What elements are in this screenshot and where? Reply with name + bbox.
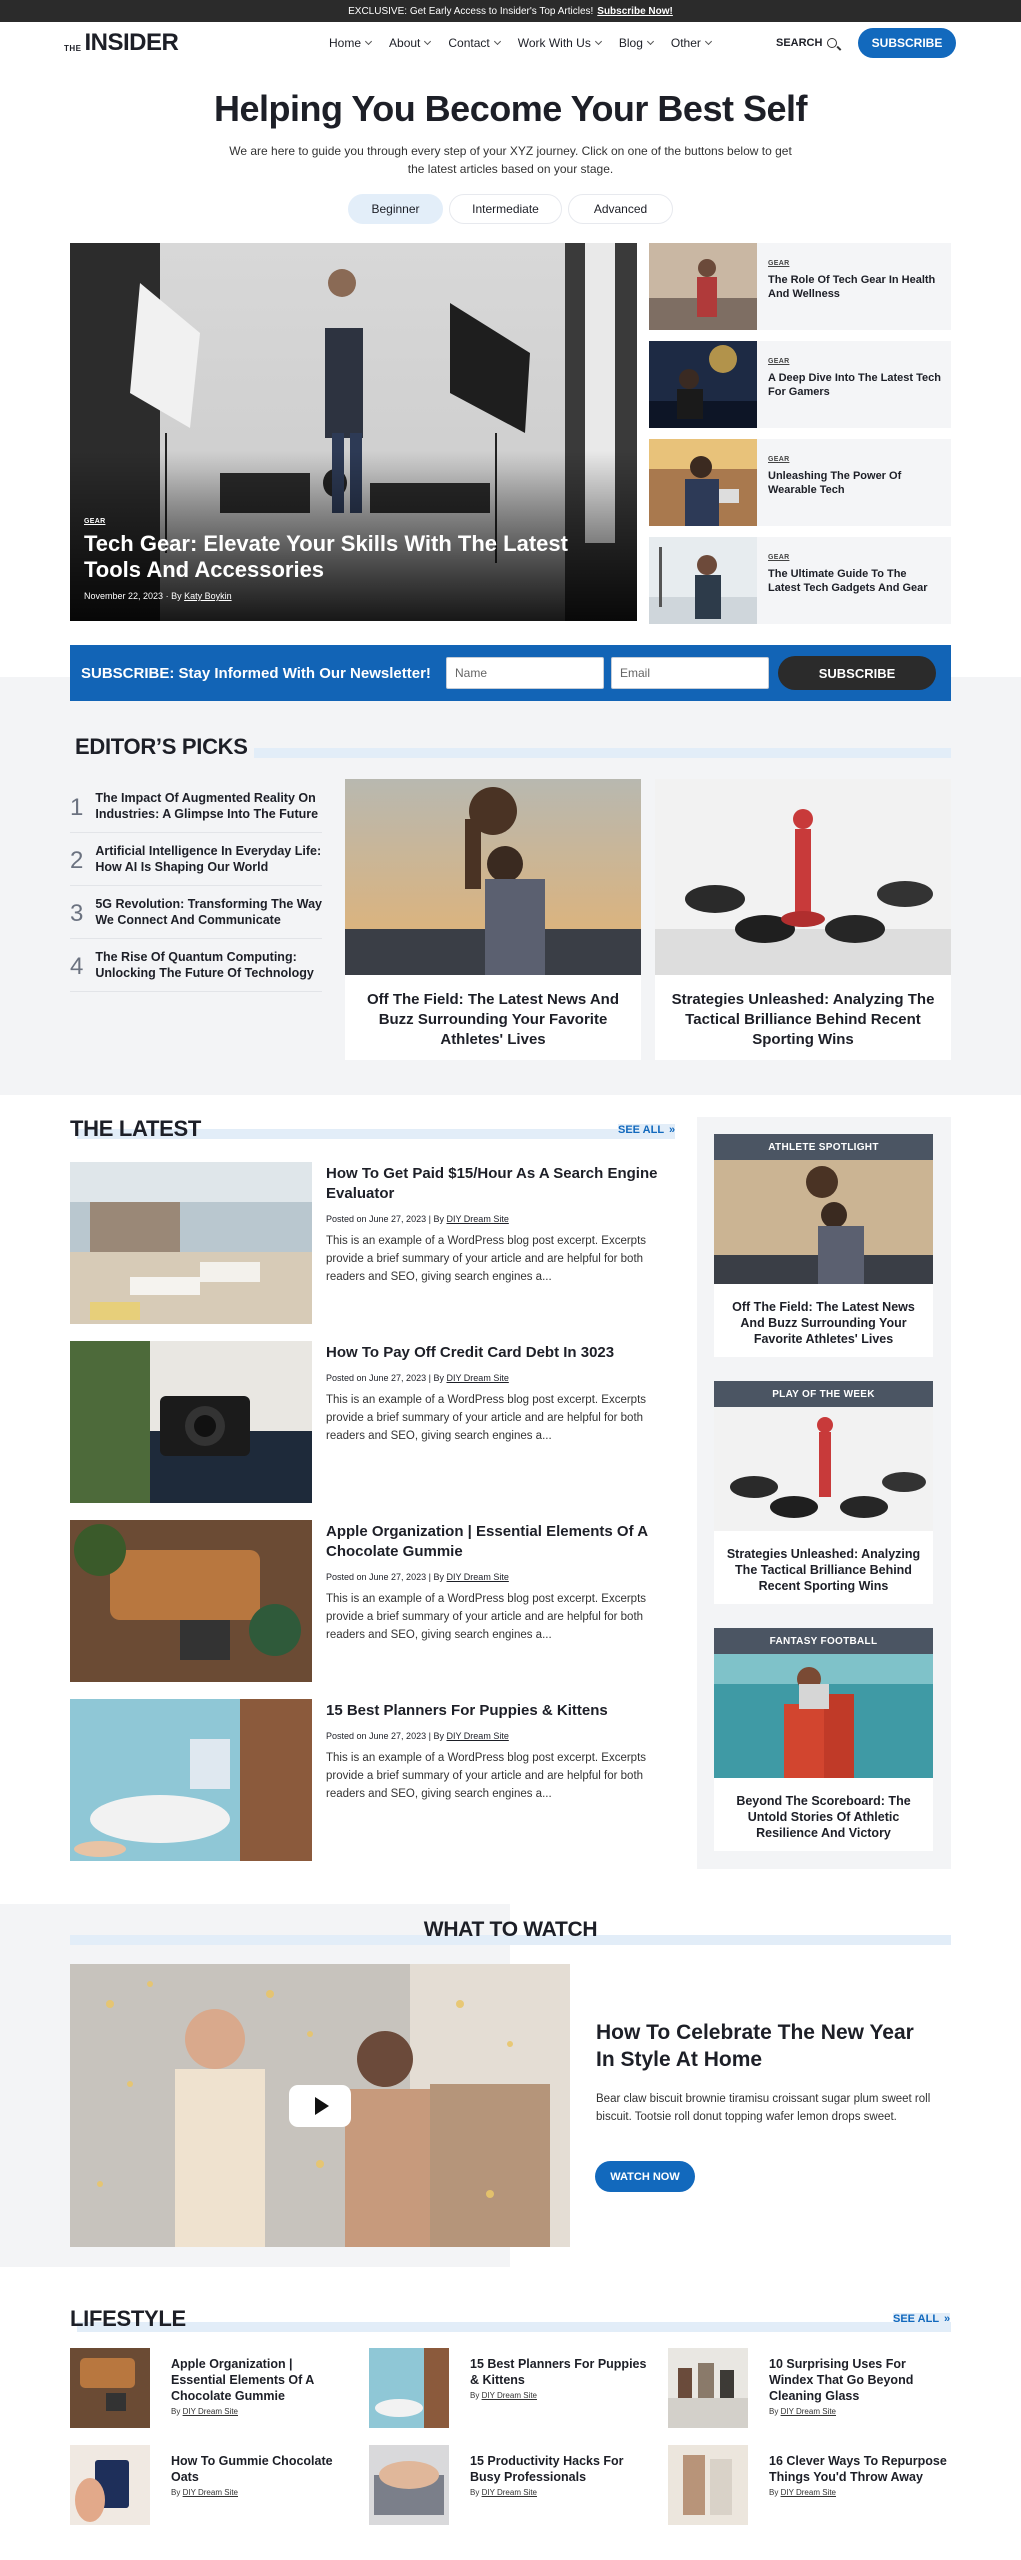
side-post-title[interactable]: The Role Of Tech Gear In Health And Wellness: [768, 274, 936, 300]
newsletter-subscribe-button[interactable]: SUBSCRIBE: [778, 656, 936, 690]
latest-post: [70, 1699, 678, 1861]
latest-post-meta: Posted on June 27, 2023 | By DIY Dream Site: [326, 1214, 509, 1224]
nav-contact[interactable]: Contact: [448, 36, 499, 50]
latest-post: [70, 1162, 678, 1324]
lifestyle-byline: By DIY Dream Site: [171, 2407, 239, 2416]
site-logo[interactable]: [64, 29, 178, 57]
pill-beginner[interactable]: Beginner: [348, 194, 443, 224]
page-subtitle: We are here to guide you through every step of your XYZ journey. Click on one of the buttons below to get the latest articles based on your stage.: [229, 144, 792, 176]
sidebar-card-image: [714, 1654, 933, 1778]
list-item[interactable]: [70, 833, 322, 886]
side-post[interactable]: [649, 243, 951, 330]
sidebar: [697, 1117, 951, 1869]
logo-small-text: THE: [64, 44, 82, 53]
editors-picks-title: EDITOR’S PICKS: [75, 734, 254, 760]
page-title: Helping You Become Your Best Self: [214, 88, 807, 129]
side-posts: [649, 243, 951, 635]
sidebar-card-title[interactable]: Strategies Unleashed: Analyzing The Tactical Brilliance Behind Recent Sporting Wins: [726, 1547, 921, 1593]
side-post-tag[interactable]: GEAR: [768, 456, 790, 463]
section-underline: [77, 2322, 951, 2332]
side-post-image: [649, 341, 757, 428]
lifestyle-title-link[interactable]: 15 Best Planners For Puppies & Kittens: [470, 2357, 647, 2387]
newsletter-label: SUBSCRIBE: Stay Informed With Our Newsletter!: [81, 664, 431, 682]
lifestyle-image[interactable]: [369, 2348, 449, 2428]
pick-number: 2: [70, 847, 84, 874]
lifestyle-see-all-link[interactable]: SEE ALL »: [893, 2313, 951, 2325]
pick-number: 3: [70, 900, 84, 927]
author-link[interactable]: DIY Dream Site: [481, 2391, 538, 2400]
latest-post-title[interactable]: 15 Best Planners For Puppies & Kittens: [326, 1702, 608, 1719]
lifestyle-item: [369, 2348, 649, 2430]
latest-post-title[interactable]: Apple Organization | Essential Elements Of A Chocolate Gummie: [326, 1523, 648, 1560]
lifestyle-image[interactable]: [668, 2445, 748, 2525]
author-link[interactable]: DIY Dream Site: [481, 2488, 538, 2497]
subscribe-now-link[interactable]: Subscribe Now!: [597, 5, 673, 17]
side-post-title[interactable]: The Ultimate Guide To The Latest Tech Gadgets And Gear: [768, 568, 928, 594]
latest-post-excerpt: This is an example of a WordPress blog post excerpt. Excerpts provide a brief summary of your article and are helpful for both readers and SEO, giving search engines a...: [326, 1593, 647, 1641]
newsletter-name-input[interactable]: Name: [446, 657, 604, 689]
lifestyle-byline: By DIY Dream Site: [769, 2488, 837, 2497]
pick-number: 1: [70, 794, 84, 821]
lifestyle-item: [70, 2445, 350, 2527]
side-post[interactable]: [649, 537, 951, 624]
latest-post-excerpt: This is an example of a WordPress blog post excerpt. Excerpts provide a brief summary of your article and are helpful for both readers and SEO, giving search engines a...: [326, 1394, 647, 1442]
author-link[interactable]: DIY Dream Site: [780, 2407, 837, 2416]
chevron-down-icon: [494, 38, 501, 45]
list-item[interactable]: [70, 780, 322, 833]
chevron-down-icon: [424, 38, 431, 45]
lifestyle-image[interactable]: [70, 2348, 150, 2428]
side-post-tag[interactable]: GEAR: [768, 358, 790, 365]
latest-title: THE LATEST: [70, 1116, 202, 1141]
editors-pick-title[interactable]: Strategies Unleashed: Analyzing The Tactical Brilliance Behind Recent Sporting Wins: [671, 991, 935, 1048]
announcement-text: EXCLUSIVE: Get Early Access to Insider's Top Articles!: [348, 5, 594, 17]
play-icon[interactable]: [289, 2085, 351, 2127]
list-item[interactable]: [70, 886, 322, 939]
author-link[interactable]: DIY Dream Site: [446, 1572, 509, 1582]
lifestyle-image[interactable]: [70, 2445, 150, 2525]
lifestyle-title: LIFESTYLE: [70, 2306, 186, 2331]
lifestyle-byline: By DIY Dream Site: [470, 2391, 538, 2400]
chevron-down-icon: [705, 38, 712, 45]
lifestyle-image[interactable]: [668, 2348, 748, 2428]
lifestyle-byline: By DIY Dream Site: [470, 2488, 538, 2497]
pill-advanced[interactable]: Advanced: [568, 194, 673, 224]
sidebar-card[interactable]: [714, 1134, 933, 1357]
lifestyle-title-link[interactable]: 10 Surprising Uses For Windex That Go Beyond Cleaning Glass: [769, 2357, 914, 2403]
lifestyle-byline: By DIY Dream Site: [171, 2488, 239, 2497]
sidebar-card-header: PLAY OF THE WEEK: [714, 1381, 933, 1407]
latest-post-excerpt: This is an example of a WordPress blog post excerpt. Excerpts provide a brief summary of your article and are helpful for both readers and SEO, giving search engines a...: [326, 1752, 647, 1800]
latest-post-meta: Posted on June 27, 2023 | By DIY Dream Site: [326, 1373, 509, 1383]
video-thumbnail[interactable]: [70, 1964, 570, 2247]
chevron-down-icon: [595, 38, 602, 45]
chevron-down-icon: [365, 38, 372, 45]
video-title[interactable]: How To Celebrate The New Year In Style At Home: [596, 2021, 914, 2071]
latest-post-meta: Posted on June 27, 2023 | By DIY Dream Site: [326, 1572, 509, 1582]
newsletter-bar: [70, 645, 951, 701]
latest-post-meta: Posted on June 27, 2023 | By DIY Dream Site: [326, 1731, 509, 1741]
video-excerpt: Bear claw biscuit brownie tiramisu croissant sugar plum sweet roll biscuit. Tootsie roll donut topping wafer lemon drops sweet.: [596, 2093, 931, 2123]
latest-post: [70, 1520, 678, 1682]
lifestyle-title-link[interactable]: Apple Organization | Essential Elements Of A Chocolate Gummie: [171, 2357, 314, 2403]
latest-post-title[interactable]: How To Get Paid $15/Hour As A Search Engine Evaluator: [326, 1165, 658, 1202]
sidebar-card-header: ATHLETE SPOTLIGHT: [714, 1134, 933, 1160]
list-item[interactable]: [70, 939, 322, 992]
pick-title[interactable]: Artificial Intelligence In Everyday Life: How AI Is Shaping Our World: [95, 844, 322, 874]
latest-post-excerpt: This is an example of a WordPress blog post excerpt. Excerpts provide a brief summary of your article and are helpful for both readers and SEO, giving search engines a...: [326, 1235, 647, 1283]
stage-filter: [0, 194, 1021, 224]
pick-number: 4: [70, 953, 84, 980]
side-post-tag[interactable]: GEAR: [768, 554, 790, 561]
lifestyle-item: [369, 2445, 649, 2527]
pick-title[interactable]: 5G Revolution: Transforming The Way We Connect And Communicate: [95, 897, 323, 927]
sidebar-card-image: [714, 1407, 933, 1531]
watch-now-button[interactable]: WATCH NOW: [595, 2161, 695, 2192]
sidebar-card-header: FANTASY FOOTBALL: [714, 1628, 933, 1654]
sidebar-card-title[interactable]: Off The Field: The Latest News And Buzz Surrounding Your Favorite Athletes' Lives: [732, 1300, 915, 1346]
featured-caption: [84, 518, 617, 601]
side-post-image: [649, 243, 757, 330]
latest-post-image[interactable]: [70, 1162, 312, 1324]
lifestyle-byline: By DIY Dream Site: [769, 2407, 837, 2416]
lifestyle-title-link[interactable]: How To Gummie Chocolate Oats: [171, 2454, 333, 2484]
featured-tag[interactable]: GEAR: [84, 518, 106, 525]
editors-pick-card[interactable]: [345, 779, 641, 1060]
lifestyle-image[interactable]: [369, 2445, 449, 2525]
author-link[interactable]: DIY Dream Site: [780, 2488, 837, 2497]
header-subscribe-button[interactable]: SUBSCRIBE: [858, 28, 956, 58]
nav-other[interactable]: Other: [671, 36, 711, 50]
search-icon: [827, 38, 837, 48]
sidebar-card-image: [714, 1160, 933, 1284]
side-post-title[interactable]: A Deep Dive Into The Latest Tech For Gamers: [768, 372, 941, 398]
side-post-title[interactable]: Unleashing The Power Of Wearable Tech: [768, 470, 902, 496]
side-post-image: [649, 439, 757, 526]
featured-title[interactable]: Tech Gear: Elevate Your Skills With The Latest Tools And Accessories: [84, 531, 568, 582]
nav-about[interactable]: About: [389, 36, 430, 50]
announcement-bar: [0, 0, 1021, 22]
lifestyle-title-link[interactable]: 16 Clever Ways To Repurpose Things You'd Throw Away: [769, 2454, 947, 2484]
lifestyle-title-link[interactable]: 15 Productivity Hacks For Busy Professionals: [470, 2454, 624, 2484]
side-post-tag[interactable]: GEAR: [768, 260, 790, 267]
author-link[interactable]: DIY Dream Site: [446, 1214, 509, 1224]
lifestyle-item: [70, 2348, 350, 2430]
latest-see-all-link[interactable]: SEE ALL »: [618, 1124, 676, 1136]
author-link[interactable]: DIY Dream Site: [446, 1373, 509, 1383]
lifestyle-item: [668, 2348, 948, 2430]
author-link[interactable]: DIY Dream Site: [446, 1731, 509, 1741]
sidebar-card-title[interactable]: Beyond The Scoreboard: The Untold Stories Of Athletic Resilience And Victory: [736, 1794, 911, 1840]
watch-title: WHAT TO WATCH: [423, 1918, 598, 1941]
side-post-image: [649, 537, 757, 624]
author-link[interactable]: DIY Dream Site: [182, 2407, 239, 2416]
author-link[interactable]: DIY Dream Site: [182, 2488, 239, 2497]
search-button[interactable]: [776, 37, 837, 49]
sidebar-card[interactable]: [714, 1381, 933, 1604]
nav-home[interactable]: Home: [329, 36, 371, 50]
featured-post[interactable]: [70, 243, 637, 621]
search-label: SEARCH: [776, 37, 823, 49]
lifestyle-item: [668, 2445, 948, 2527]
site-header: [0, 22, 1021, 64]
chevron-down-icon: [647, 38, 654, 45]
nav-blog[interactable]: Blog: [619, 36, 653, 50]
nav-work-with-us[interactable]: Work With Us: [518, 36, 601, 50]
latest-post-image[interactable]: [70, 1699, 312, 1861]
editors-pick-image: [345, 779, 641, 975]
side-post[interactable]: [649, 341, 951, 428]
latest-post-title[interactable]: How To Pay Off Credit Card Debt In 3023: [326, 1344, 615, 1361]
latest-post-image[interactable]: [70, 1341, 312, 1503]
double-chevron-right-icon: »: [669, 1124, 676, 1136]
pick-title[interactable]: The Rise Of Quantum Computing: Unlocking The Future Of Technology: [95, 950, 314, 980]
editors-pick-card[interactable]: [655, 779, 951, 1060]
newsletter-email-input[interactable]: Email: [611, 657, 769, 689]
editors-picks-list: [70, 780, 322, 992]
latest-post: [70, 1341, 678, 1503]
featured-author-link[interactable]: Katy Boykin: [184, 591, 232, 601]
editors-pick-image: [655, 779, 951, 975]
sidebar-card[interactable]: [714, 1628, 933, 1851]
editors-pick-title[interactable]: Off The Field: The Latest News And Buzz Surrounding Your Favorite Athletes' Lives: [367, 991, 619, 1048]
pick-title[interactable]: The Impact Of Augmented Reality On Industries: A Glimpse Into The Future: [95, 791, 319, 821]
logo-text: INSIDER: [84, 29, 179, 56]
double-chevron-right-icon: »: [944, 2313, 951, 2325]
featured-meta: November 22, 2023 · By Katy Boykin: [84, 591, 232, 601]
latest-post-image[interactable]: [70, 1520, 312, 1682]
side-post[interactable]: [649, 439, 951, 526]
main-nav: [329, 36, 711, 50]
pill-intermediate[interactable]: Intermediate: [449, 194, 562, 224]
